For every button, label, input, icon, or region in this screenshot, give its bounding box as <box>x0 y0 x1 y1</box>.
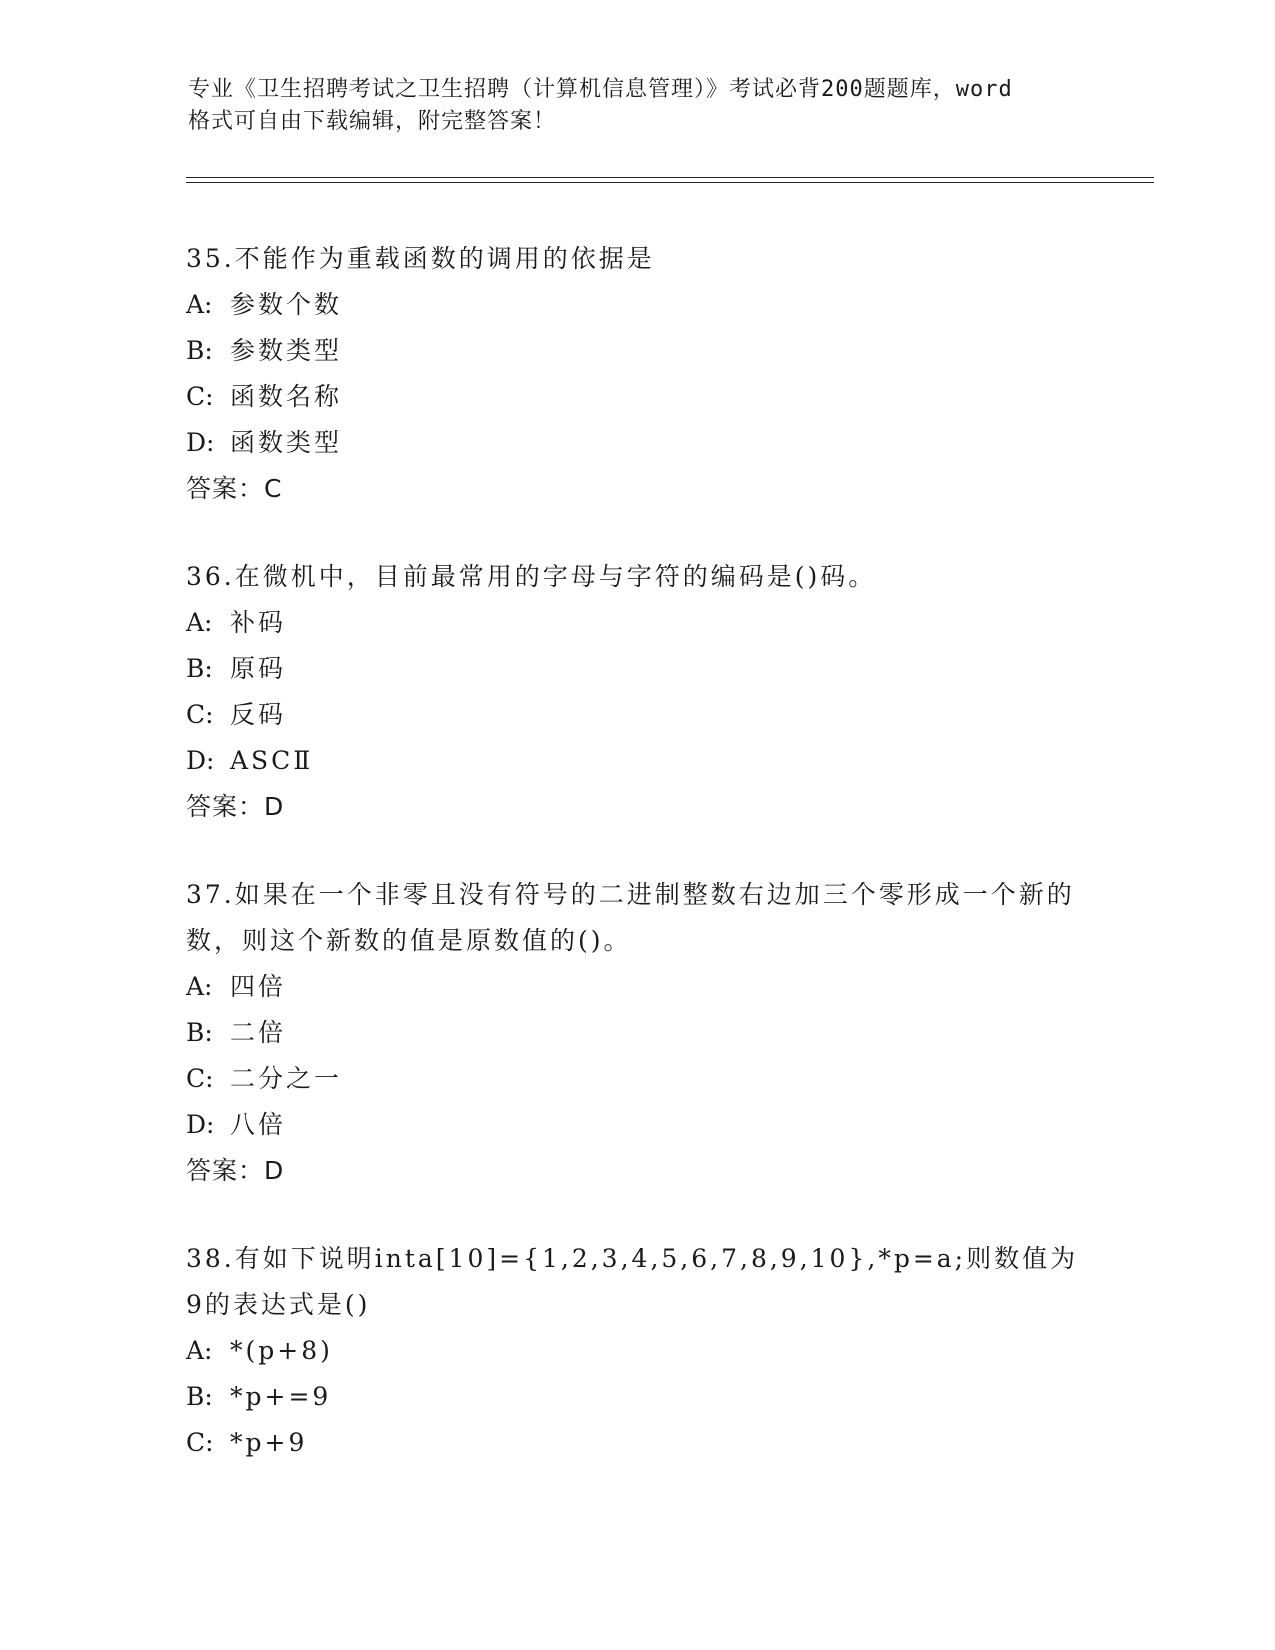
option-c <box>186 374 1086 420</box>
option-key: C: <box>186 1428 214 1457</box>
option-d <box>186 1102 1086 1148</box>
question-38 <box>186 1236 1086 1466</box>
option-key: B: <box>186 1018 213 1047</box>
option-text: 四倍 <box>230 972 287 1001</box>
option-d <box>186 420 1086 466</box>
option-text: 二倍 <box>230 1018 287 1047</box>
question-title: 35.不能作为重载函数的调用的依据是 <box>186 244 655 273</box>
option-a <box>186 282 1086 328</box>
option-key: C: <box>186 1064 214 1093</box>
header-line-2: 格式可自由下载编辑，附完整答案！ <box>188 109 557 134</box>
document-header <box>188 74 1088 138</box>
question-36 <box>186 554 1086 830</box>
option-d <box>186 738 1086 784</box>
question-37 <box>186 872 1086 1194</box>
option-key: D: <box>186 428 215 457</box>
option-text: 八倍 <box>230 1110 287 1139</box>
question-title: 38.有如下说明inta[10]={1,2,3,4,5,6,7,8,9,10},*p=a;则数值为9的表达式是() <box>186 1244 1079 1319</box>
option-key: C: <box>186 382 214 411</box>
option-text: 反码 <box>230 700 287 729</box>
option-c <box>186 692 1086 738</box>
header-divider-bottom <box>186 182 1154 183</box>
option-text: 原码 <box>230 654 287 683</box>
option-text: 函数名称 <box>230 382 343 411</box>
option-text: *p+=9 <box>230 1382 332 1411</box>
option-b <box>186 1010 1086 1056</box>
option-text: *(p+8) <box>230 1336 333 1365</box>
option-key: A: <box>186 1336 213 1365</box>
option-key: B: <box>186 654 213 683</box>
option-text: 二分之一 <box>230 1064 343 1093</box>
option-text: 补码 <box>230 608 287 637</box>
option-text: ASCⅡ <box>230 746 314 775</box>
option-key: C: <box>186 700 214 729</box>
option-key: B: <box>186 336 213 365</box>
option-key: B: <box>186 1382 213 1411</box>
header-line-1: 专业《卫生招聘考试之卫生招聘（计算机信息管理）》考试必背200题题库，word <box>188 77 1013 102</box>
option-b <box>186 646 1086 692</box>
option-key: D: <box>186 1110 215 1139</box>
option-key: A: <box>186 290 213 319</box>
question-title: 37.如果在一个非零且没有符号的二进制整数右边加三个零形成一个新的数，则这个新数的值是原数值的()。 <box>186 880 1075 955</box>
option-text: 参数个数 <box>230 290 343 319</box>
option-text: *p+9 <box>230 1428 308 1457</box>
option-c <box>186 1056 1086 1102</box>
option-a <box>186 600 1086 646</box>
answer: 答案：D <box>186 792 285 821</box>
option-key: D: <box>186 746 215 775</box>
answer: 答案：C <box>186 474 283 503</box>
question-title: 36.在微机中，目前最常用的字母与字符的编码是()码。 <box>186 562 877 591</box>
option-b <box>186 1374 1086 1420</box>
answer: 答案：D <box>186 1156 285 1185</box>
option-b <box>186 328 1086 374</box>
option-text: 参数类型 <box>230 336 343 365</box>
option-key: A: <box>186 972 213 1001</box>
option-key: A: <box>186 608 213 637</box>
header-divider-top <box>186 177 1154 178</box>
question-35 <box>186 236 1086 512</box>
option-c <box>186 1420 1086 1466</box>
option-a <box>186 1328 1086 1374</box>
option-text: 函数类型 <box>230 428 343 457</box>
option-a <box>186 964 1086 1010</box>
